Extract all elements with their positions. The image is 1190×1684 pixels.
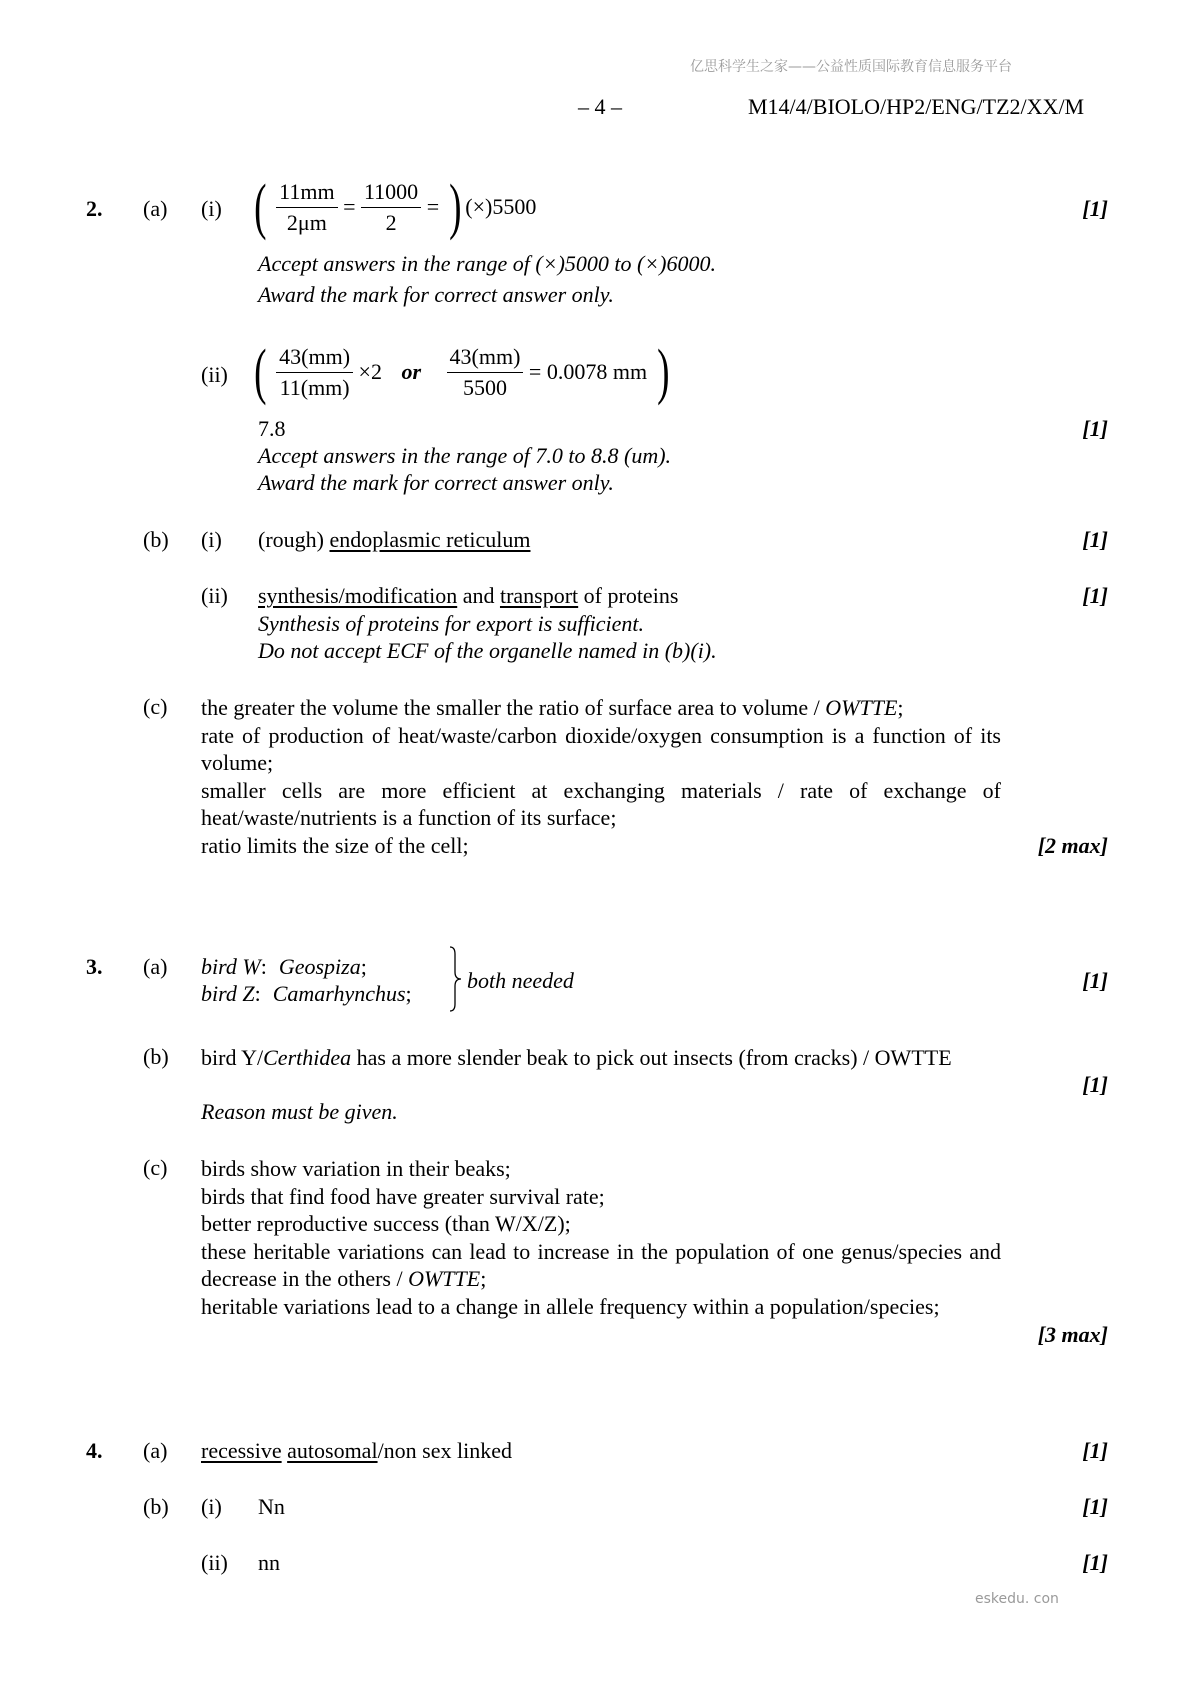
watermark-bottom: eskedu. con [975,1591,1059,1607]
q2-c-line-2: rate of production of heat/waste/carbon dioxide/oxygen consumption is a function of its volume; [201,722,1001,775]
q4-b-ii-answer: nn [258,1550,280,1575]
q2-b-ii-note-2: Do not accept ECF of the organelle named in (b)(i). [258,638,717,663]
q2-b-i-answer: (rough) endoplasmic reticulum [258,527,531,552]
q2-a-i-note-1: Accept answers in the range of (×)5000 to (×)6000. [258,251,717,276]
q3-c-answer [201,1155,1001,1320]
q3-c-line-4: these heritable variations can lead to increase in the population of one genus/species and decrease in the others / OWTTE; [201,1238,1001,1291]
q2-b-label: (b) [143,527,169,552]
q2-c-mark: [2 max] [1037,833,1108,858]
q4-b-label: (b) [143,1494,169,1519]
q3-b-label: (b) [143,1044,169,1069]
q2-c-line-1: the greater the volume the smaller the ratio of surface area to volume / OWTTE; [201,695,904,720]
q4-b-ii-mark: [1] [1082,1550,1108,1575]
q3-b-answer: bird Y/Certhidea has a more slender beak to pick out insects (from cracks) / OWTTE [201,1045,952,1070]
fraction-43mm-over-11mm: $\frac{43(mm)}{11(mm)}$ [276,342,353,403]
q2-a-ii-equation: ( $\frac{43(mm)}{11(mm)}$ ×2 or $\frac{43(mm)}{5500}$ = 0.0078 mm ) [254,338,670,406]
q3-c-line-2: birds that find food have greater survival rate; [201,1183,605,1209]
q4-b-ii-label: (ii) [201,1550,228,1575]
q3-c-line-3: better reproductive success (than W/X/Z); [201,1211,571,1236]
q2-a-i-label: (i) [201,196,222,221]
q2-b-ii-note-1: Synthesis of proteins for export is sufficient. [258,611,644,636]
q2-b-i-label: (i) [201,527,222,552]
q2-a-i-equation: ( $\frac{11mm}{2\mu m}$ = $\frac{11000}{2}$ = ) (×)5500 [254,173,537,241]
q3-a-label: (a) [143,954,168,979]
q3-a-bird-w: bird W: Geospiza; [201,954,367,979]
q3-a-mark: [1] [1082,968,1108,993]
question-4-number: 4. [86,1438,103,1463]
watermark-top: 亿思科学生之家——公益性质国际教育信息服务平台 [690,59,1012,75]
q2-b-ii-label: (ii) [201,583,228,608]
q2-a-i-note-2: Award the mark for correct answer only. [258,282,614,307]
q2-c-line-3: smaller cells are more efficient at exchanging materials / rate of exchange of heat/waste/nutrients is a function of its surface; [201,777,1001,830]
q3-a-bird-z: bird Z: Camarhynchus; [201,981,412,1006]
q2-a-ii-label: (ii) [201,362,228,387]
q3-b-note: Reason must be given. [201,1099,398,1124]
fraction-11000-over-2: $\frac{11000}{2}$ [361,177,421,238]
q2-b-ii-mark: [1] [1082,583,1108,608]
q4-a-label: (a) [143,1438,168,1463]
q2-a-ii-note-1: Accept answers in the range of 7.0 to 8.8 (um). [258,443,672,468]
q4-a-mark: [1] [1082,1438,1108,1463]
q3-c-line-5: heritable variations lead to a change in allele frequency within a population/species; [201,1293,940,1319]
q4-b-i-mark: [1] [1082,1494,1108,1519]
q3-c-mark: [3 max] [1037,1322,1108,1347]
fraction-11mm-over-2um: $\frac{11mm}{2\mu m}$ [276,177,337,238]
question-2-number: 2. [86,196,103,221]
q3-c-line-1: birds show variation in their beaks; [201,1156,511,1181]
q3-b-mark: [1] [1082,1072,1108,1097]
q2-a-label: (a) [143,196,168,221]
q2-b-i-mark: [1] [1082,527,1108,552]
q2-c-answer [201,694,1001,859]
q2-c-label: (c) [143,694,168,719]
q2-a-i-mark: [1] [1082,196,1108,221]
right-brace-icon [449,946,463,1012]
question-3-number: 3. [86,954,103,979]
q3-a-both-needed: both needed [467,968,574,993]
q2-b-ii-answer: synthesis/modification and transport of proteins [258,583,679,608]
page-number: – 4 – [578,94,622,119]
q2-a-ii-answer: 7.8 [258,416,286,441]
q2-a-ii-mark: [1] [1082,416,1108,441]
q3-c-label: (c) [143,1155,168,1180]
q2-a-ii-note-2: Award the mark for correct answer only. [258,470,614,495]
q4-a-answer: recessive autosomal/non sex linked [201,1438,512,1463]
fraction-43mm-over-5500: $\frac{43(mm)}{5500}$ [447,342,524,403]
q2-c-line-4: ratio limits the size of the cell; [201,832,469,858]
document-code: M14/4/BIOLO/HP2/ENG/TZ2/XX/M [748,94,1085,119]
q4-b-i-answer: Nn [258,1494,285,1519]
q4-b-i-label: (i) [201,1494,222,1519]
